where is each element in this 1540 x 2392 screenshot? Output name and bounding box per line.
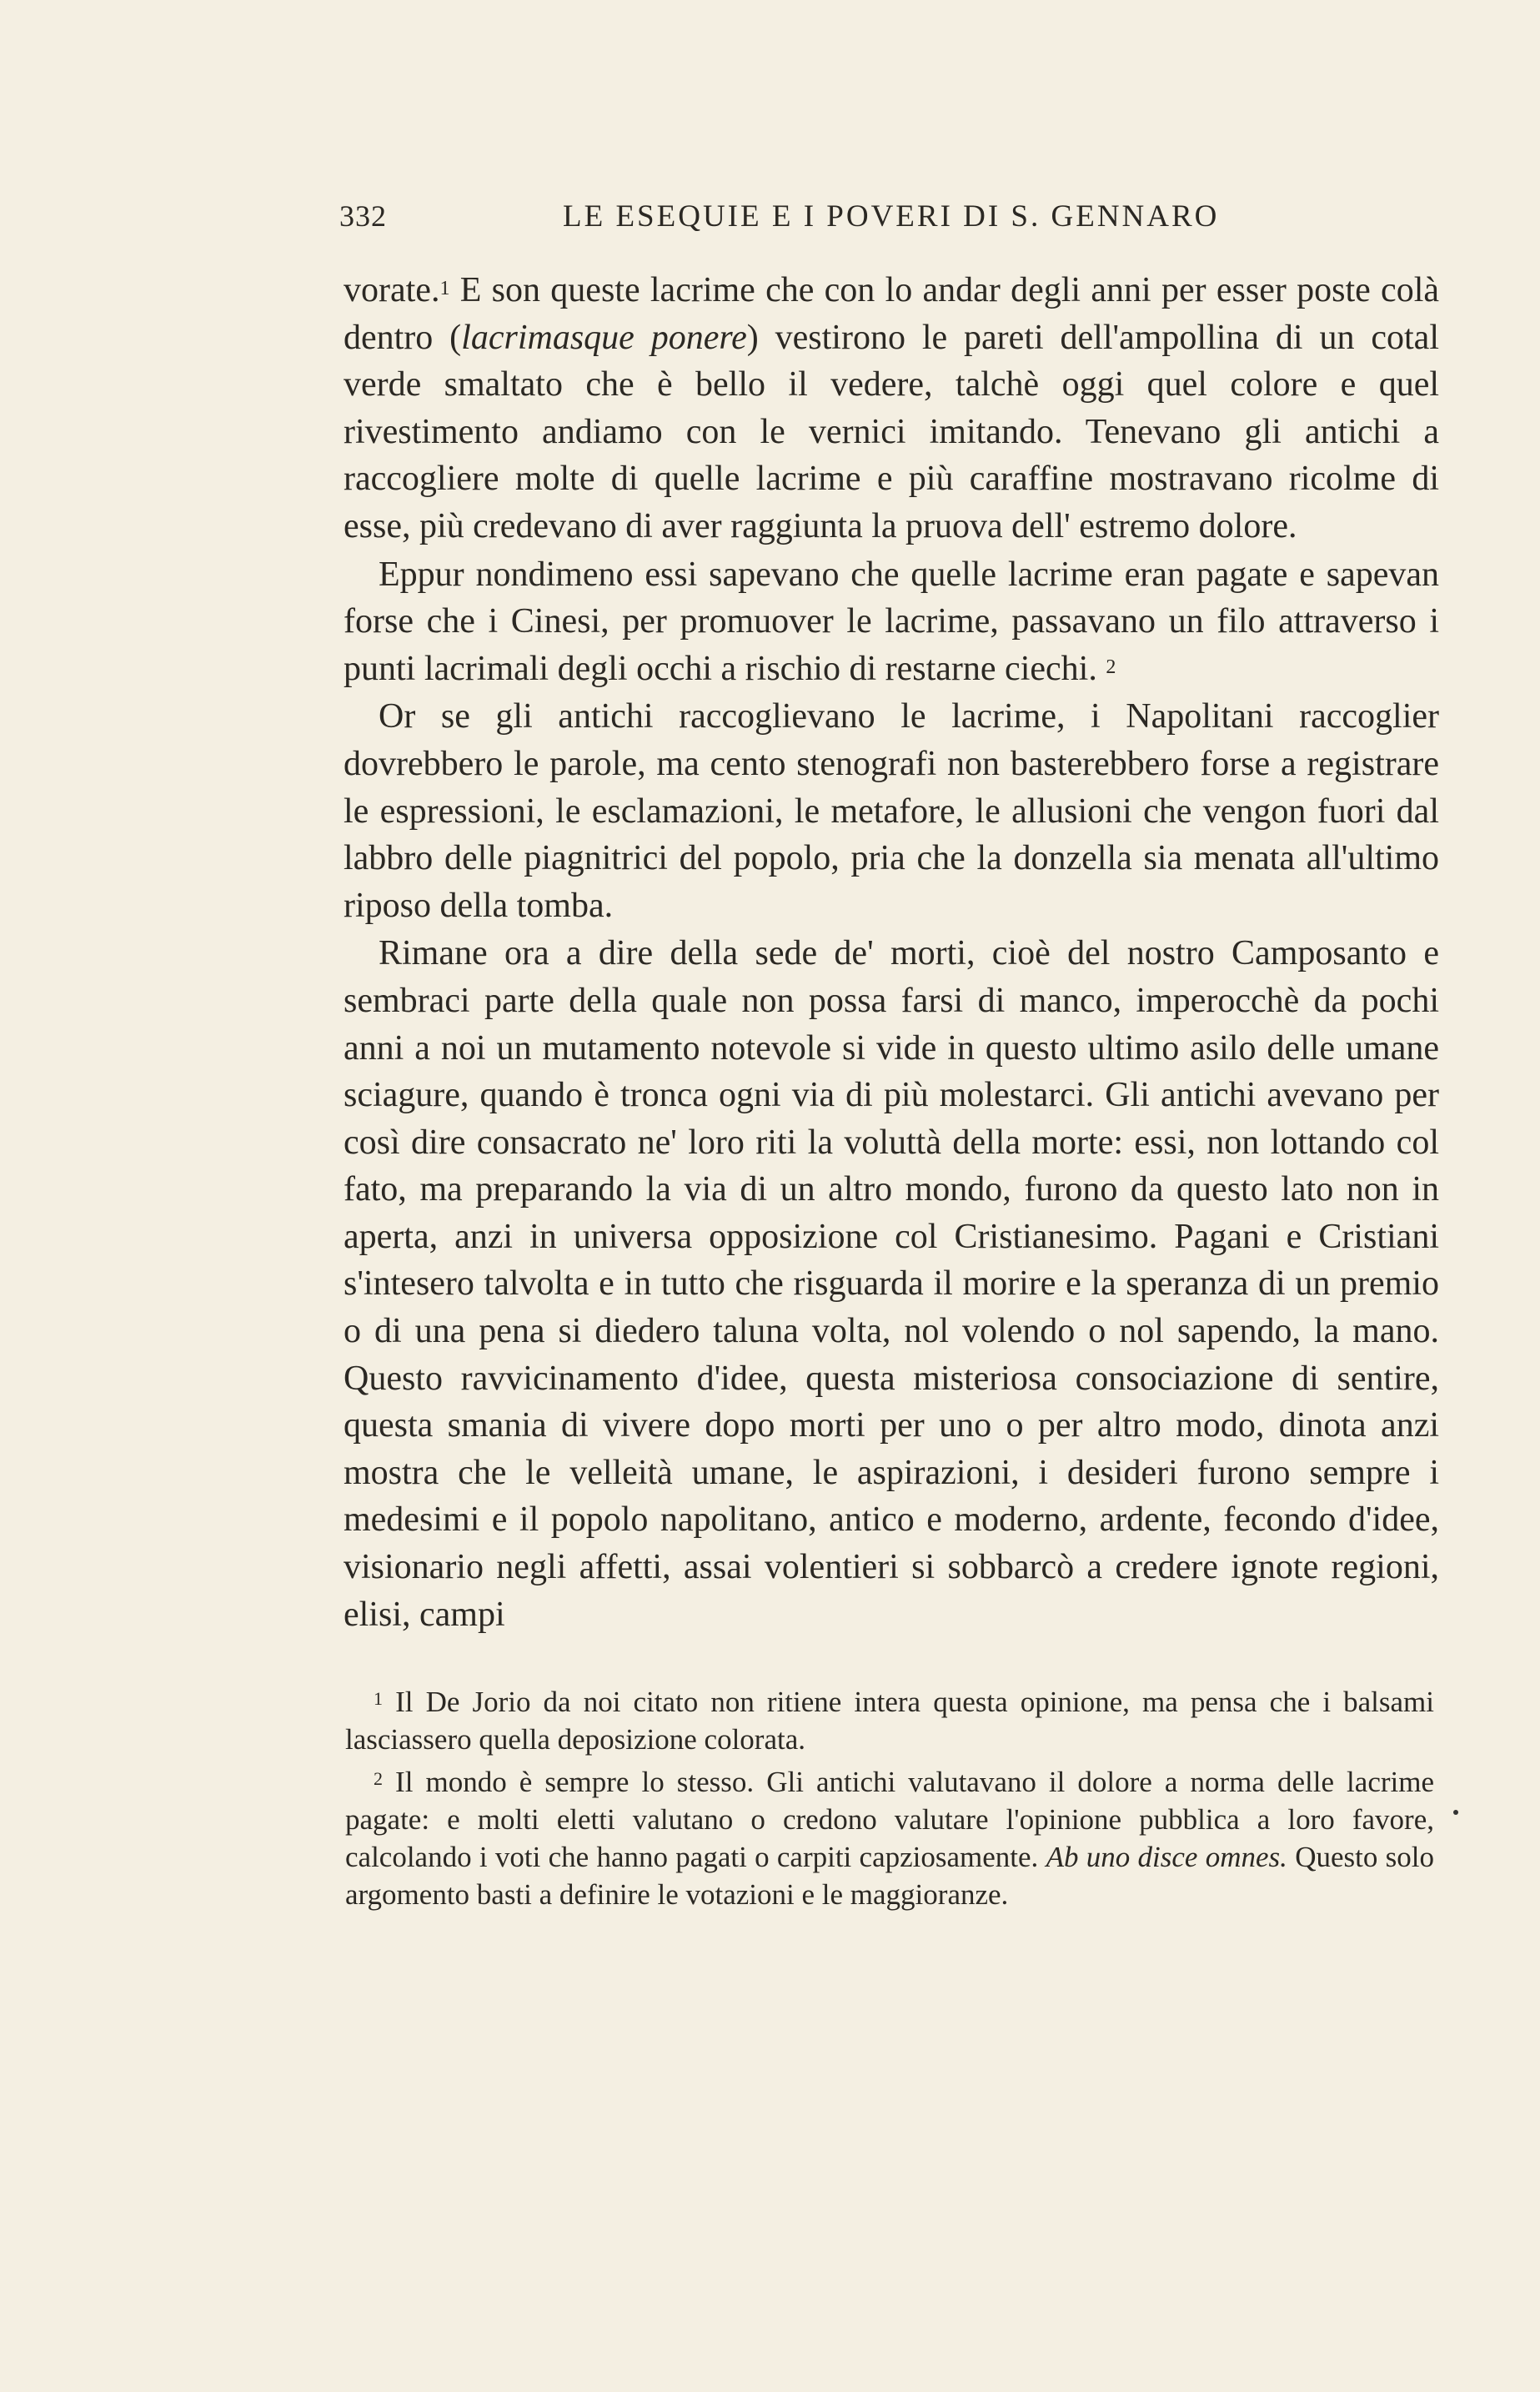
latin-phrase: Ab uno disce omnes. bbox=[1046, 1841, 1287, 1873]
paragraph-1 bbox=[344, 267, 1439, 550]
text-segment: ) vestirono le pareti dell'ampollina di un cotal verde smaltato che è bello il vedere, talchè oggi quel colore e quel rivestimento andiamo con le vernici imitando. Tenevano gli antichi a raccogliere molte di quelle lacrime e più caraffine mostravano ricolme di esse, più credevano di aver raggiunta la pruova dell' estremo dolore. bbox=[344, 318, 1439, 545]
text-segment: E son queste lacrime che con lo andar degli anni per esser poste colà dentro ( bbox=[344, 271, 1439, 357]
page-number: 332 bbox=[339, 199, 387, 233]
latin-phrase: lacrimasque ponere bbox=[461, 318, 747, 357]
main-text bbox=[344, 267, 1439, 1638]
running-title: LE ESEQUIE E I POVERI DI S. GENNARO bbox=[563, 199, 1220, 234]
paragraph-3 bbox=[344, 693, 1439, 929]
page-header bbox=[339, 190, 1448, 244]
footnote-text: Questo solo argomento basti a definire le votazioni e le maggioranze. bbox=[345, 1841, 1435, 1911]
footnote-2 bbox=[345, 1763, 1434, 1913]
text-segment: Rimane ora a dire della sede de' morti, cioè del nostro Camposanto e sembraci parte della quale non possa farsi di manco, imperocchè da pochi anni a noi un mutamento notevole si vide in questo ultimo asilo delle umane sciagure, quando è tronca ogni via di più molestarci. Gli antichi avevano per così dire consacrato ne' loro riti la voluttà della morte: essi, non lottando col fato, ma preparando la via di un altro mondo, furono da questo lato non in aperta, anzi in universa opposizione col Cristianesimo. Pagani e Cristiani s'intesero talvolta e in tutto che risguarda il morire e la speranza di un premio o di una pena si diedero taluna volta, nol volendo o nol sapendo, la mano. Questo ravvicinamento d'idee, questa misteriosa consociazione di sentire, questa smania di vivere dopo morti per uno o per altro modo, dinota anzi mostra che le velleità umane, le aspirazioni, i desideri furono sempre i medesimi e il popolo napolitano, antico e moderno, ardente, fecondo d'idee, visionario negli affetti, assai volentieri si sobbarcò a credere ignote regioni, elisi, campi bbox=[344, 934, 1439, 1634]
footnote-text: Il De Jorio da noi citato non ritiene intera questa opinione, ma pensa che i balsami lasciassero quella deposizione colorata. bbox=[345, 1686, 1434, 1756]
footnote-text: Il mondo è sempre lo stesso. Gli antichi valutavano il dolore a norma delle lacrime pagate: e molti eletti valutano o credono valutare l'opinione pubblica a loro favore, calcolando i voti che hanno pagati o carpiti capziosamente. bbox=[345, 1766, 1434, 1873]
ink-speck bbox=[1453, 1810, 1458, 1815]
footnotes bbox=[345, 1683, 1434, 1918]
text-segment: Or se gli antichi raccoglievano le lacrime, i Napolitani raccoglier dovrebbero le parole, ma cento stenografi non basterebbero forse a registrare le espressioni, le esclamazioni, le metafore, le allusioni che vengon fuori dal labbro delle piagnitrici del popolo, pria che la donzella sia menata all'ultimo riposo della tomba. bbox=[344, 697, 1439, 925]
footnote-mark-1: 1 bbox=[374, 1688, 383, 1709]
footnote-1 bbox=[345, 1683, 1434, 1758]
footnote-mark-2: 2 bbox=[374, 1768, 383, 1789]
text-segment: vorate. bbox=[344, 271, 440, 309]
footnote-ref-2[interactable]: 2 bbox=[1106, 656, 1116, 678]
paragraph-4 bbox=[344, 930, 1439, 1638]
paragraph-2 bbox=[344, 551, 1439, 693]
footnote-ref-1[interactable]: 1 bbox=[439, 278, 450, 299]
text-segment: Eppur nondimeno essi sapevano che quelle lacrime eran pagate e sapevan forse che i Cinesi, per promuover le lacrime, passavano un filo attraverso i punti lacrimali degli occhi a rischio di restarne ciechi. bbox=[344, 555, 1439, 688]
